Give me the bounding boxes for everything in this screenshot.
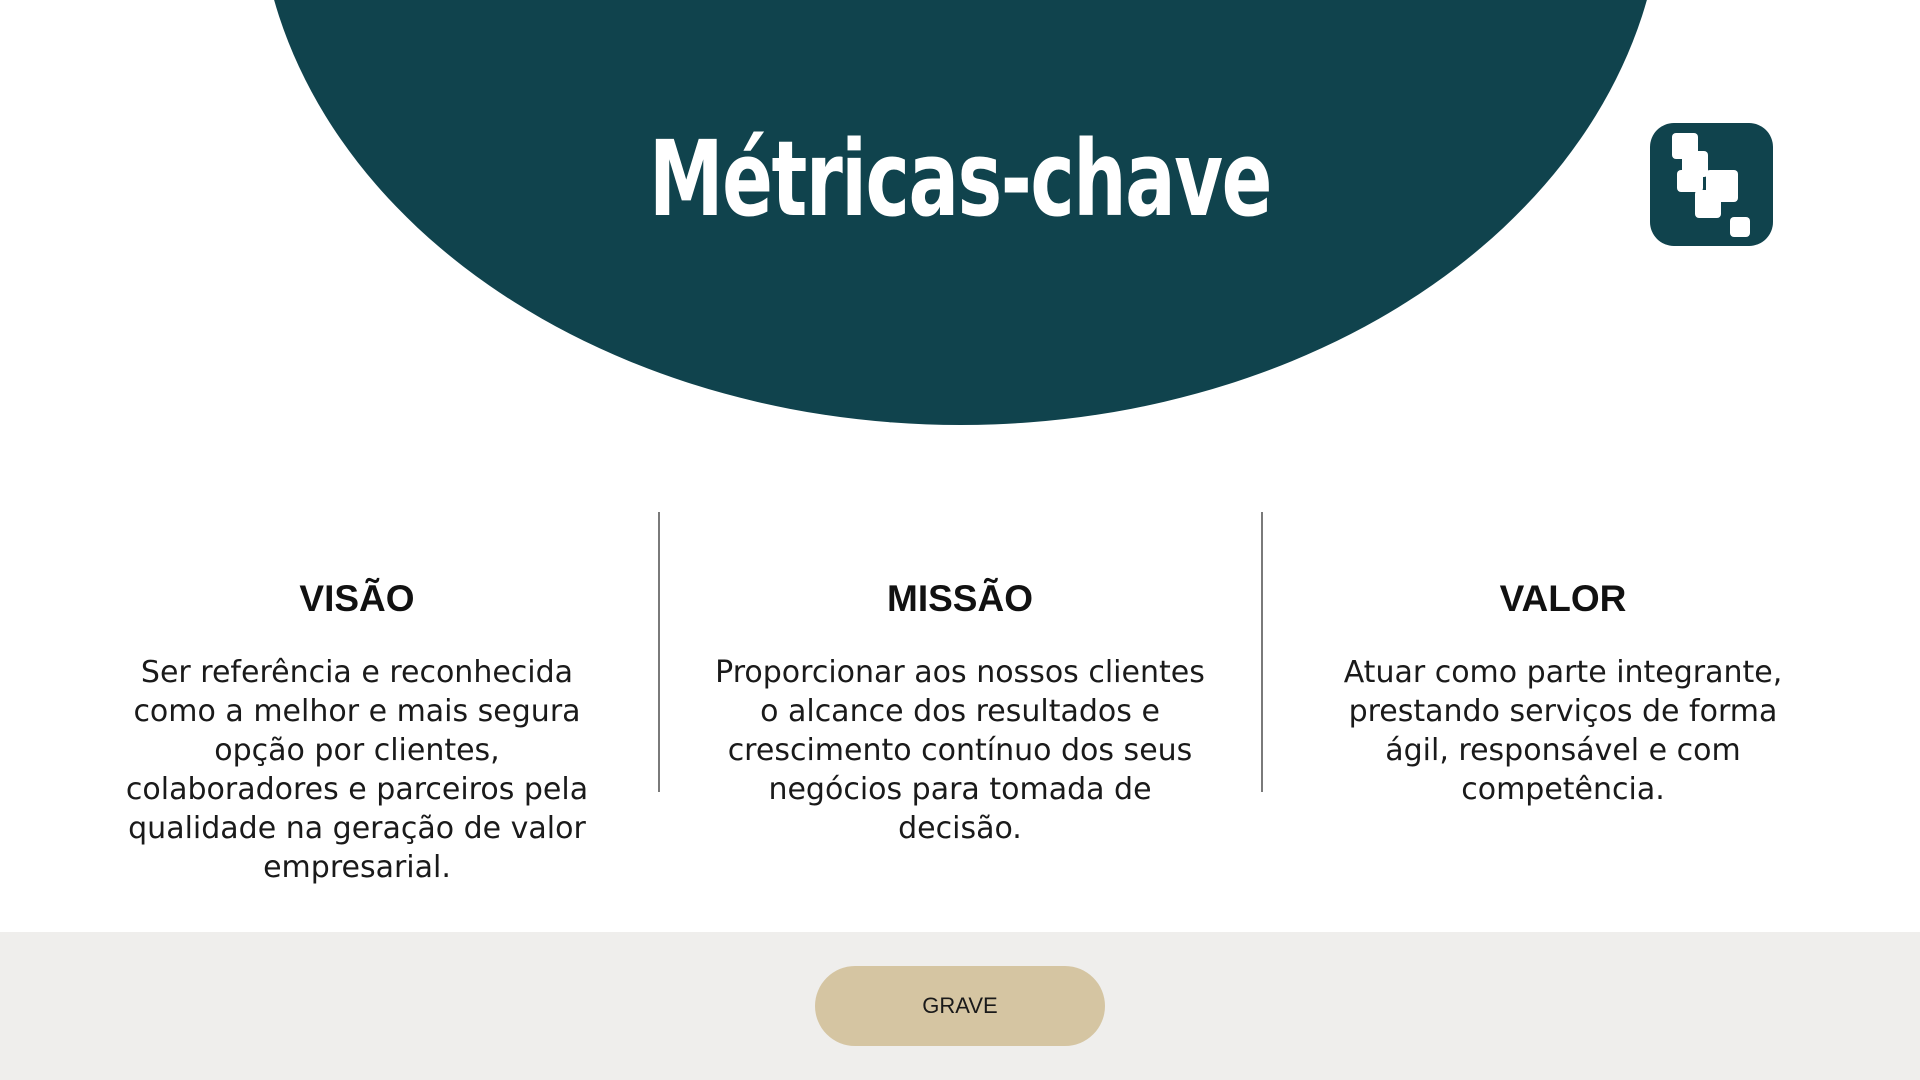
value-column — [1313, 575, 1813, 809]
column-divider — [658, 512, 660, 792]
mission-column — [710, 575, 1210, 848]
vision-text: Ser referência e reconhecida como a melhor e mais segura opção por clientes, colaboradores e parceiros pela qualidade na geração de valor empresarial. — [125, 655, 589, 885]
mission-heading: MISSÃO — [887, 578, 1033, 619]
column-divider — [1261, 512, 1263, 792]
vision-column — [107, 575, 607, 887]
mission-text: Proporcionar aos nossos clientes o alcance dos resultados e crescimento contínuo dos seus negócios para tomada de decisão. — [715, 655, 1205, 846]
vision-heading: VISÃO — [299, 578, 415, 619]
grave-button[interactable]: GRAVE — [815, 966, 1105, 1046]
page-title: Métricas-chave — [649, 118, 1271, 240]
squares-logo-icon — [1650, 123, 1773, 246]
value-heading: VALOR — [1499, 578, 1627, 619]
value-text: Atuar como parte integrante, prestando serviços de forma ágil, responsável e com competência. — [1343, 655, 1783, 807]
